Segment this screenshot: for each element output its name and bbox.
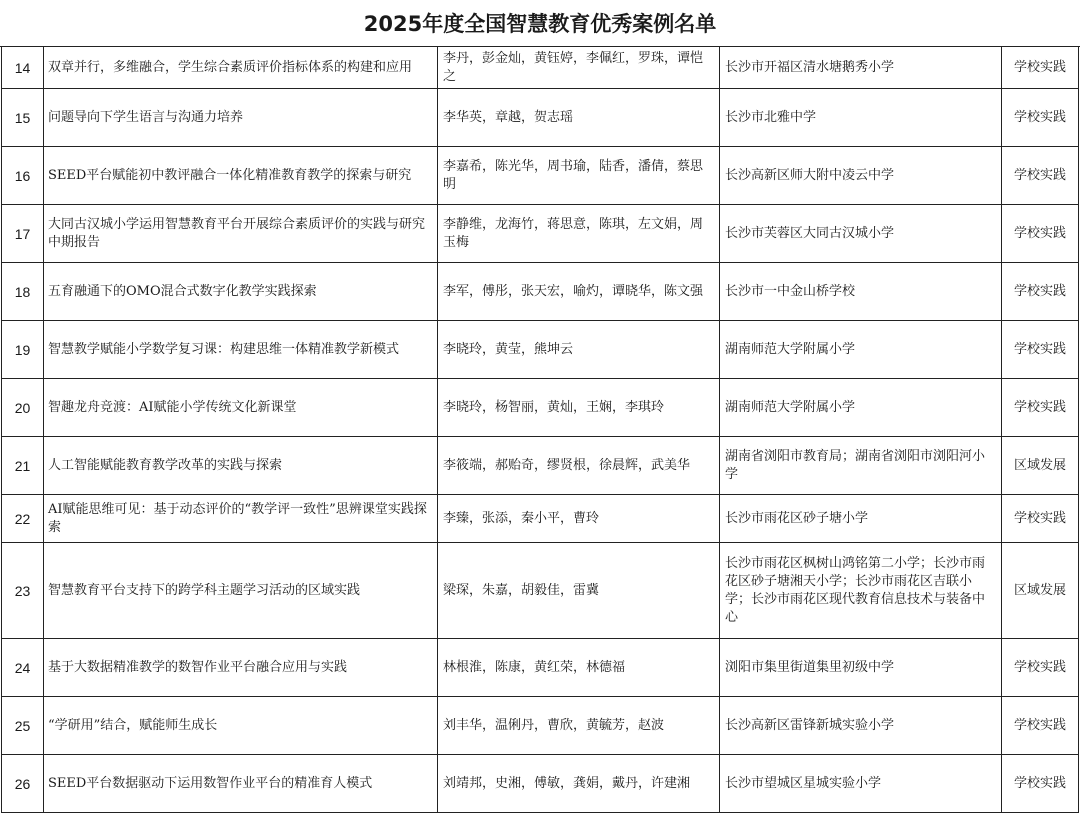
- case-title: 智慧教学赋能小学数学复习课：构建思维一体精准教学新模式: [44, 321, 438, 379]
- case-authors: 李筱端，郝贻奇，缪贤根，徐晨辉，武美华: [438, 437, 720, 495]
- case-type: 学校实践: [1002, 495, 1079, 543]
- case-unit: 湖南省浏阳市教育局；湖南省浏阳市浏阳河小学: [720, 437, 1002, 495]
- case-title: 五育融通下的OMO混合式数字化教学实践探索: [44, 263, 438, 321]
- table-row: [2, 755, 1079, 813]
- table-row: [2, 147, 1079, 205]
- case-title: 人工智能赋能教育教学改革的实践与探索: [44, 437, 438, 495]
- case-unit: 长沙市一中金山桥学校: [720, 263, 1002, 321]
- table-row: [2, 379, 1079, 437]
- case-authors: 李晓玲，杨智丽，黄灿，王娴，李琪玲: [438, 379, 720, 437]
- case-title: 基于大数据精准教学的数智作业平台融合应用与实践: [44, 639, 438, 697]
- case-authors: 李静维，龙海竹，蒋思意，陈琪，左文娟，周玉梅: [438, 205, 720, 263]
- case-type: 学校实践: [1002, 263, 1079, 321]
- row-number: 17: [2, 205, 44, 263]
- case-unit: 浏阳市集里街道集里初级中学: [720, 639, 1002, 697]
- case-unit: 湖南师范大学附属小学: [720, 379, 1002, 437]
- row-number: 14: [2, 47, 44, 89]
- row-number: 24: [2, 639, 44, 697]
- case-unit: 湖南师范大学附属小学: [720, 321, 1002, 379]
- case-unit: 长沙高新区师大附中凌云中学: [720, 147, 1002, 205]
- case-authors: 李臻，张添，秦小平，曹玲: [438, 495, 720, 543]
- case-unit: 长沙市开福区清水塘鹅秀小学: [720, 47, 1002, 89]
- case-authors: 李华英，章越，贺志瑶: [438, 89, 720, 147]
- case-authors: 林根淮，陈康，黄红荣，林德福: [438, 639, 720, 697]
- row-number: 16: [2, 147, 44, 205]
- case-title: 智慧教育平台支持下的跨学科主题学习活动的区域实践: [44, 543, 438, 639]
- case-type: 学校实践: [1002, 755, 1079, 813]
- row-number: 22: [2, 495, 44, 543]
- row-number: 23: [2, 543, 44, 639]
- row-number: 18: [2, 263, 44, 321]
- case-title: SEED平台赋能初中教评融合一体化精准教育教学的探索与研究: [44, 147, 438, 205]
- case-type: 学校实践: [1002, 89, 1079, 147]
- case-authors: 刘丰华，温俐丹，曹欣，黄毓芳，赵波: [438, 697, 720, 755]
- case-title: 双章并行，多维融合，学生综合素质评价指标体系的构建和应用: [44, 47, 438, 89]
- case-type: 学校实践: [1002, 379, 1079, 437]
- case-type: 学校实践: [1002, 147, 1079, 205]
- row-number: 15: [2, 89, 44, 147]
- case-type: 学校实践: [1002, 321, 1079, 379]
- table-row: [2, 639, 1079, 697]
- case-type: 区域发展: [1002, 437, 1079, 495]
- table-body: [2, 47, 1079, 813]
- row-number: 20: [2, 379, 44, 437]
- case-title: “学研用”结合，赋能师生成长: [44, 697, 438, 755]
- page-title: 2025年度全国智慧教育优秀案例名单: [0, 0, 1080, 47]
- case-authors: 李军，傅彤，张天宏，喻灼，谭晓华，陈文强: [438, 263, 720, 321]
- case-title: 问题导向下学生语言与沟通力培养: [44, 89, 438, 147]
- row-number: 25: [2, 697, 44, 755]
- case-type: 学校实践: [1002, 697, 1079, 755]
- table-row: [2, 47, 1079, 89]
- case-type: 学校实践: [1002, 205, 1079, 263]
- case-type: 学校实践: [1002, 47, 1079, 89]
- table-row: [2, 543, 1079, 639]
- case-title: 大同古汉城小学运用智慧教育平台开展综合素质评价的实践与研究中期报告: [44, 205, 438, 263]
- case-authors: 李丹，彭金灿，黄钰婷，李佩红，罗珠，谭恺之: [438, 47, 720, 89]
- table-row: [2, 495, 1079, 543]
- row-number: 19: [2, 321, 44, 379]
- case-title: 智趣龙舟竞渡：AI赋能小学传统文化新课堂: [44, 379, 438, 437]
- case-authors: 李晓玲，黄莹，熊坤云: [438, 321, 720, 379]
- case-list-table: [1, 46, 1079, 813]
- case-unit: 长沙市望城区星城实验小学: [720, 755, 1002, 813]
- case-authors: 刘靖邦，史湘，傅敏，龚娟，戴丹，许建湘: [438, 755, 720, 813]
- case-unit: 长沙市雨花区枫树山鸿铭第二小学；长沙市雨花区砂子塘湘天小学；长沙市雨花区吉联小学；长沙市雨花区现代教育信息技术与装备中心: [720, 543, 1002, 639]
- case-unit: 长沙市芙蓉区大同古汉城小学: [720, 205, 1002, 263]
- case-unit: 长沙市雨花区砂子塘小学: [720, 495, 1002, 543]
- row-number: 21: [2, 437, 44, 495]
- case-unit: 长沙高新区雷锋新城实验小学: [720, 697, 1002, 755]
- table-row: [2, 697, 1079, 755]
- case-title: AI赋能思维可见：基于动态评价的“教学评一致性”思辨课堂实践探索: [44, 495, 438, 543]
- case-authors: 李嘉希，陈光华，周书瑜，陆香，潘倩，蔡思明: [438, 147, 720, 205]
- table-row: [2, 205, 1079, 263]
- row-number: 26: [2, 755, 44, 813]
- case-type: 区域发展: [1002, 543, 1079, 639]
- case-title: SEED平台数据驱动下运用数智作业平台的精准育人模式: [44, 755, 438, 813]
- table-row: [2, 437, 1079, 495]
- case-authors: 梁琛，朱嘉，胡毅佳，雷冀: [438, 543, 720, 639]
- table-row: [2, 263, 1079, 321]
- case-unit: 长沙市北雅中学: [720, 89, 1002, 147]
- table-row: [2, 89, 1079, 147]
- table-row: [2, 321, 1079, 379]
- case-type: 学校实践: [1002, 639, 1079, 697]
